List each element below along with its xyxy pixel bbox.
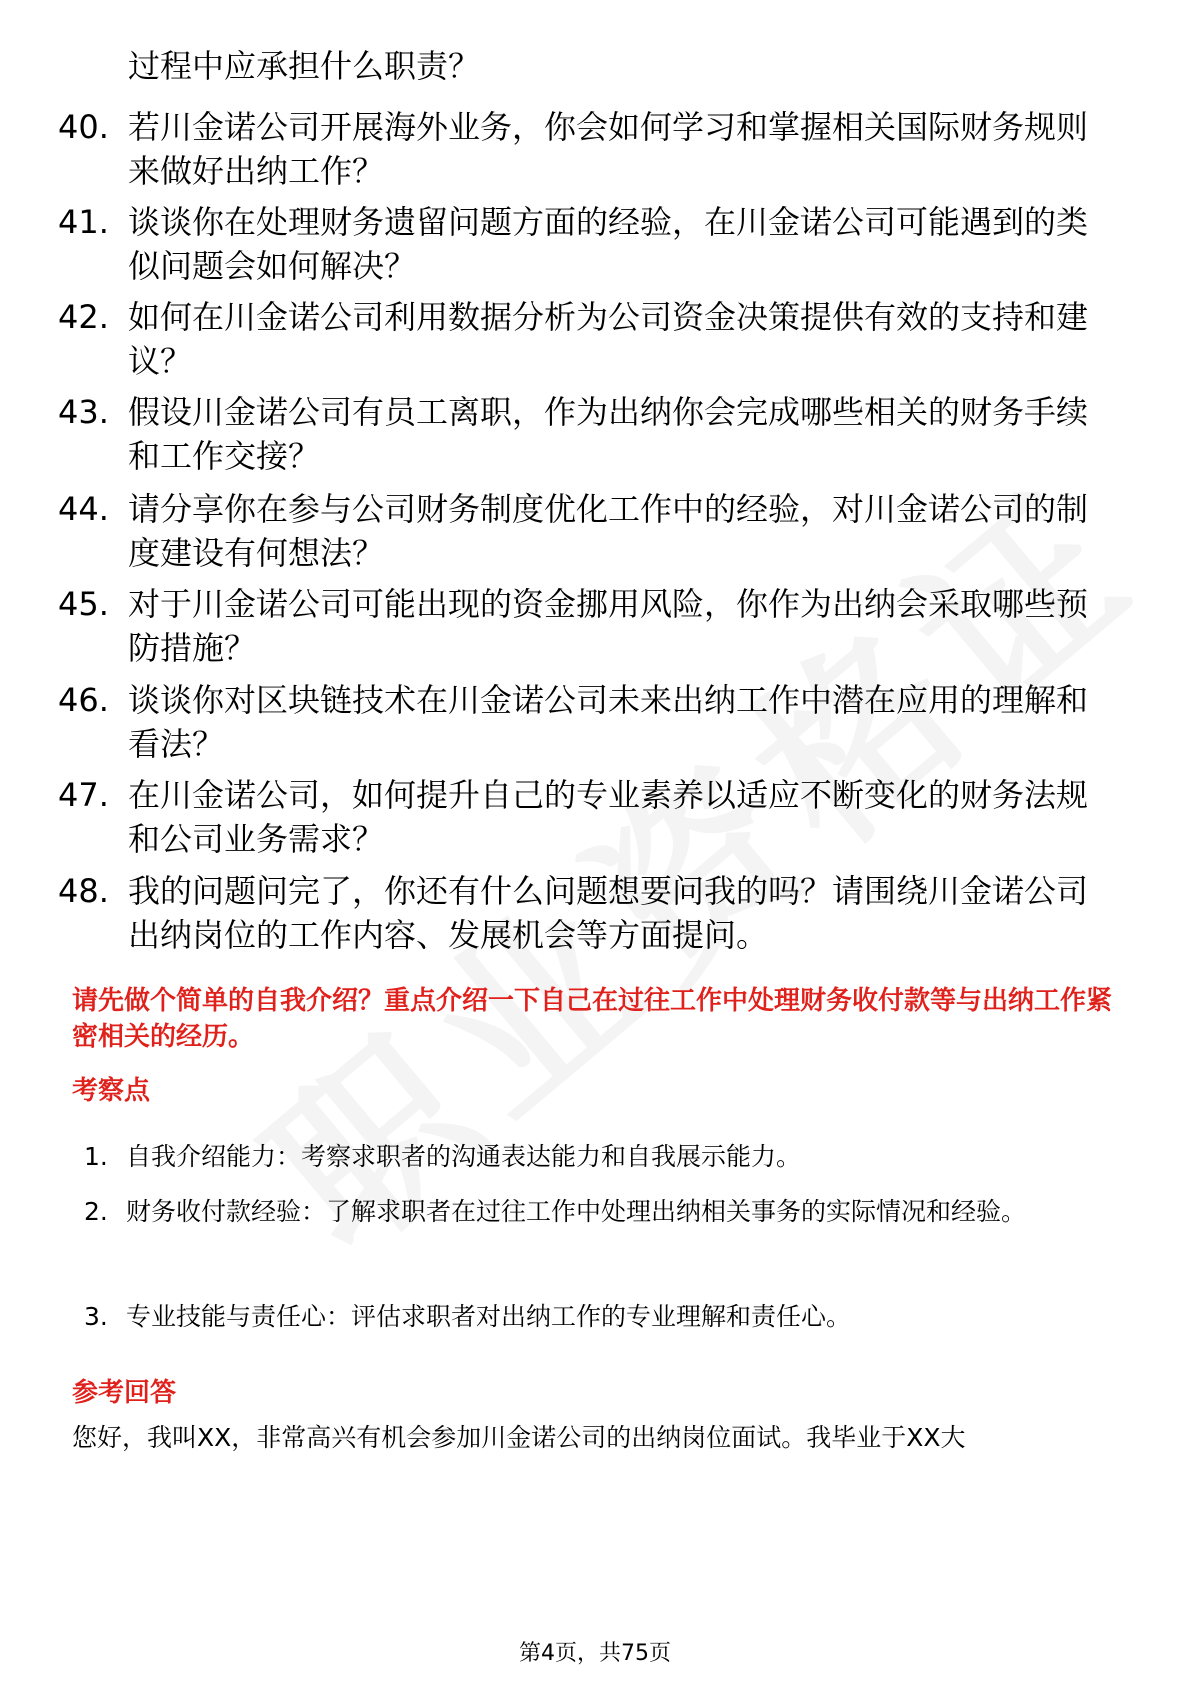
question-number: 43. [58, 393, 109, 431]
question-text: 请分享你在参与公司财务制度优化工作中的经验，对川金诺公司的制度建设有何想法？ [128, 490, 1089, 572]
point-text: 自我介绍能力：考察求职者的沟通表达能力和自我展示能力。 [126, 1142, 802, 1171]
point-number: 1. [84, 1142, 108, 1171]
question-text: 若川金诺公司开展海外业务，你会如何学习和掌握相关国际财务规则来做好出纳工作？ [128, 108, 1089, 190]
question-text: 谈谈你在处理财务遗留问题方面的经验，在川金诺公司可能遇到的类似问题会如何解决？ [128, 203, 1089, 285]
question-number: 48. [58, 872, 109, 910]
point-text: 财务收付款经验：了解求职者在过往工作中处理出纳相关事务的实际情况和经验。 [126, 1197, 1027, 1226]
question-text: 在川金诺公司，如何提升自己的专业素养以适应不断变化的财务法规和公司业务需求？ [128, 776, 1089, 858]
point-text: 专业技能与责任心：评估求职者对出纳工作的专业理解和责任心。 [126, 1302, 852, 1331]
highlight-question: 请先做个简单的自我介绍？重点介绍一下自己在过往工作中处理财务收付款等与出纳工作紧密相关的经历。 [72, 986, 1113, 1052]
question-text: 对于川金诺公司可能出现的资金挪用风险，你作为出纳会采取哪些预防措施？ [128, 585, 1089, 667]
point-number: 3. [84, 1302, 108, 1331]
section-title-cankao: 参考回答 [72, 1378, 177, 1408]
answer-text: 您好，我叫XX，非常高兴有机会参加川金诺公司的出纳岗位面试。我毕业于XX大 [72, 1423, 966, 1452]
page-footer: 第4页，共75页 [519, 1641, 671, 1666]
section-title-kaocha: 考察点 [72, 1076, 151, 1106]
question-text: 如何在川金诺公司利用数据分析为公司资金决策提供有效的支持和建议？ [128, 298, 1089, 380]
question-text: 假设川金诺公司有员工离职，作为出纳你会完成哪些相关的财务手续和工作交接？ [128, 393, 1089, 475]
question-number: 42. [58, 298, 109, 336]
question-number: 46. [58, 681, 109, 719]
question-number: 41. [58, 203, 109, 241]
question-text: 过程中应承担什么职责？ [128, 47, 481, 85]
question-number: 45. [58, 585, 109, 623]
point-number: 2. [84, 1197, 108, 1226]
question-number: 40. [58, 108, 109, 146]
question-text: 谈谈你对区块链技术在川金诺公司未来出纳工作中潜在应用的理解和看法？ [128, 681, 1089, 763]
question-number: 44. [58, 490, 109, 528]
question-number: 47. [58, 776, 109, 814]
question-text: 我的问题问完了，你还有什么问题想要问我的吗？请围绕川金诺公司出纳岗位的工作内容、发展机会等方面提问。 [128, 872, 1089, 954]
